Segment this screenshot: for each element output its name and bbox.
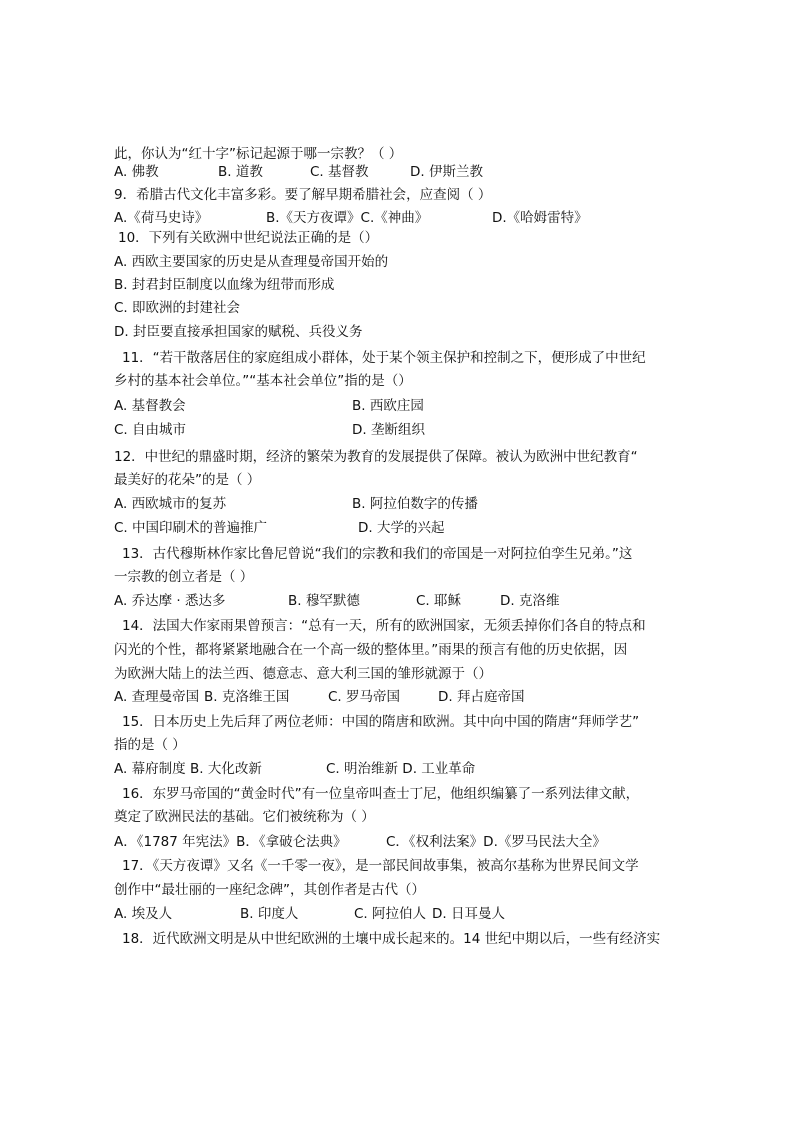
question-17-stem-line-1: 17．《天方夜谭》又名《一千零一夜》，是一部民间故事集，被高尔基称为世界民间文学 (122, 858, 639, 874)
option-b: B. 印度人 (240, 906, 299, 922)
option-d: D. 伊斯兰教 (410, 164, 483, 180)
question-10-stem: 10．下列有关欧洲中世纪说法正确的是（） (118, 230, 379, 246)
option-b: B. 克洛维王国 (204, 689, 290, 705)
option-a: A. 幕府制度 (114, 761, 186, 777)
option-a: A.《荷马史诗》 (114, 210, 209, 226)
question-12-stem-line-1: 12．中世纪的鼎盛时期，经济的繁荣为教育的发展提供了保障。被认为欧洲中世纪教育“ (114, 449, 638, 465)
option-a-b: A．《1787 年宪法》B．《拿破仑法典》 (114, 834, 347, 850)
option-c: C. 阿拉伯人 (354, 906, 427, 922)
option-d: D. 克洛维 (500, 593, 560, 609)
question-9-stem: 9．希腊古代文化丰富多彩。要了解早期希腊社会，应查阅（ ） (114, 187, 492, 203)
option-c-d: C. 明治维新 D. 工业革命 (326, 761, 476, 777)
question-15-stem-line-2: 指的是（ ） (114, 737, 186, 753)
option-d: D. 大学的兴起 (358, 520, 445, 536)
option-b: B. 西欧庄园 (352, 398, 424, 414)
option-d: D. 日耳曼人 (432, 906, 505, 922)
question-10-option-c: C. 即欧洲的封建社会 (114, 300, 241, 316)
option-b: B. 大化改新 (190, 761, 262, 777)
option-b: B. 道教 (218, 164, 263, 180)
question-11-stem-line-2: 乡村的基本社会单位。”“基本社会单位”指的是（） (114, 373, 412, 389)
option-a: A. 西欧城市的复苏 (114, 496, 227, 512)
question-10-option-d: D. 封臣要直接承担国家的赋税、兵役义务 (114, 324, 363, 340)
option-a: A. 查理曼帝国 (114, 689, 200, 705)
question-10-option-a: A. 西欧主要国家的历史是从查理曼帝国开始的 (114, 254, 389, 270)
option-c: C. 中国印刷术的普遍推广 (114, 520, 268, 536)
option-c: C. 罗马帝国 (328, 689, 401, 705)
option-d: D. 垄断组织 (352, 422, 425, 438)
option-a: A. 佛教 (114, 164, 159, 180)
option-a: A. 基督教会 (114, 398, 186, 414)
option-c-d: C．《权利法案》D.《罗马民法大全》 (386, 834, 606, 850)
question-8-stem: 此，你认为“红十字”标记起源于哪一宗教？（ ） (114, 146, 403, 162)
question-17-stem-line-2: 创作中“最壮丽的一座纪念碑”，其创作者是古代（） (114, 882, 425, 898)
question-16-stem-line-2: 奠定了欧洲民法的基础。它们被统称为（ ） (114, 809, 375, 825)
question-11-stem-line-1: 11．“若干散落居住的家庭组成小群体，处于某个领主保护和控制之下，便形成了中世纪 (122, 350, 646, 366)
option-b: B. 穆罕默德 (288, 593, 360, 609)
option-d: D. 拜占庭帝国 (438, 689, 525, 705)
option-d: D.《哈姆雷特》 (492, 210, 588, 226)
question-14-stem-line-2: 闪光的个性，都将紧紧地融合在一个高一级的整体里。”雨果的预言有他的历史依据，因 (114, 642, 628, 658)
question-14-stem-line-3: 为欧洲大陆上的法兰西、德意志、意大利三国的雏形就源于（） (114, 666, 492, 682)
question-13-stem-line-1: 13．古代穆斯林作家比鲁尼曾说“我们的宗教和我们的帝国是一对阿拉伯孪生兄弟。”这 (122, 546, 633, 562)
question-15-stem-line-1: 15．日本历史上先后拜了两位老师：中国的隋唐和欧洲。其中向中国的隋唐“拜师学艺” (122, 714, 640, 730)
option-a: A. 乔达摩 · 悉达多 (114, 593, 226, 609)
option-a: A. 埃及人 (114, 906, 173, 922)
question-10-option-b: B. 封君封臣制度以血缘为纽带而形成 (114, 277, 335, 293)
option-c: C. 耶稣 (416, 593, 462, 609)
question-14-stem-line-1: 14．法国大作家雨果曾预言：“总有一天，所有的欧洲国家，无须丢掉你们各自的特点和 (122, 618, 646, 634)
question-12-stem-line-2: 最美好的花朵”的是（ ） (114, 472, 261, 488)
option-b-c: B.《天方夜谭》C.《神曲》 (266, 210, 429, 226)
question-16-stem-line-1: 16．东罗马帝国的“黄金时代”有一位皇帝叫查士丁尼，他组织编纂了一系列法律文献， (122, 786, 640, 802)
question-13-stem-line-2: 一宗教的创立者是（ ） (114, 569, 254, 585)
option-b: B. 阿拉伯数字的传播 (352, 496, 478, 512)
option-c: C. 自由城市 (114, 422, 187, 438)
question-18-stem-line-1: 18．近代欧洲文明是从中世纪欧洲的土壤中成长起来的。14 世纪中期以后，一些有经济实 (122, 931, 661, 947)
option-c: C. 基督教 (310, 164, 369, 180)
